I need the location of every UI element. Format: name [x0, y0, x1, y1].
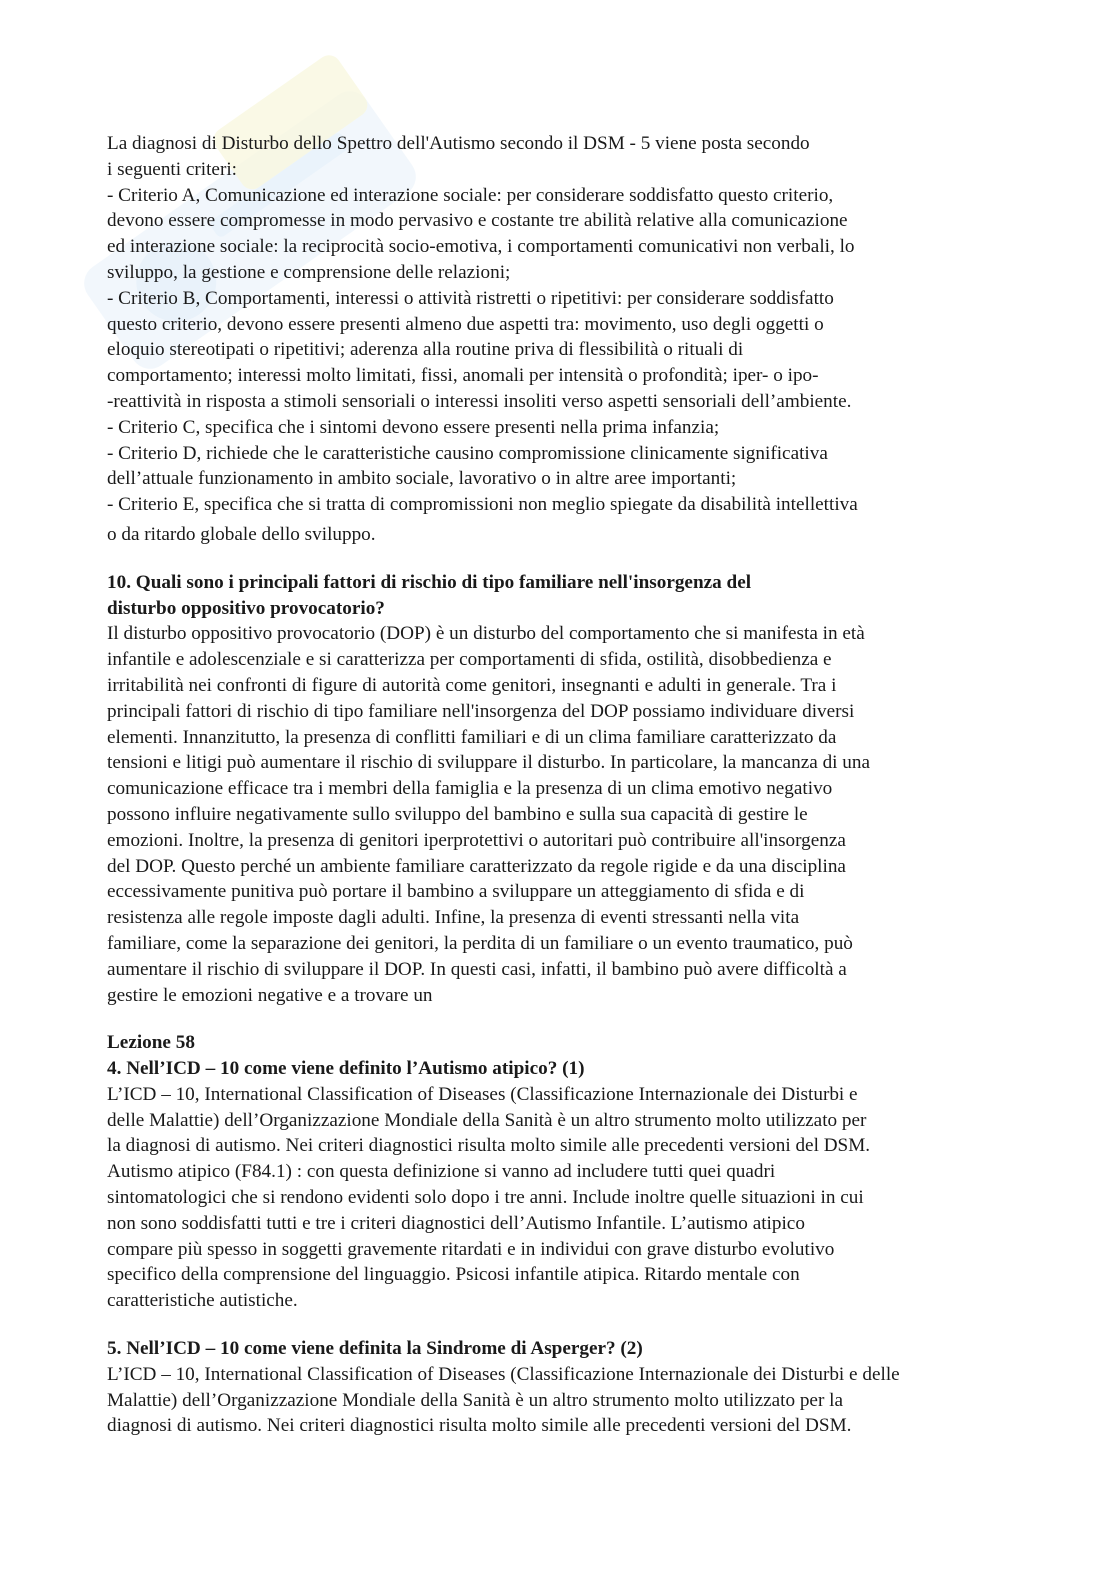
- question-4-line: Autismo atipico (F84.1) : con questa definizione si vanno ad includere tutti quei quadri: [107, 1161, 776, 1183]
- question-5-line: diagnosi di autismo. Nei criteri diagnostici risulta molto simile alle precedenti versioni del DSM.: [107, 1415, 852, 1437]
- question-10-line: familiare, come la separazione dei genitori, la perdita di un familiare o un evento traumatico, può: [107, 932, 853, 954]
- question-5-line: Malattie) dell’Organizzazione Mondiale della Sanità è un altro strumento molto utilizzato per la: [107, 1389, 843, 1411]
- question-10-line: gestire le emozioni negative e a trovare un: [107, 984, 433, 1006]
- intro-line: - Criterio A, Comunicazione ed interazione sociale: per considerare soddisfatto questo criterio,: [107, 184, 834, 206]
- intro-line: sviluppo, la gestione e comprensione delle relazioni;: [107, 261, 511, 283]
- document-page: [107, 131, 1007, 1439]
- question-10-line: comunicazione efficace tra i membri della famiglia e la presenza di un clima emotivo negativo: [107, 778, 833, 800]
- question-10-line: eccessivamente punitiva può portare il bambino a sviluppare un atteggiamento di sfida e di: [107, 881, 805, 903]
- question-10-line: tensioni e litigi può aumentare il rischio di sviluppare il disturbo. In particolare, la mancanza di una: [107, 752, 871, 774]
- intro-line: - Criterio E, specifica che si tratta di compromissioni non meglio spiegate da disabilità intellettiva: [107, 494, 858, 516]
- question-10-line: principali fattori di rischio di tipo familiare nell'insorgenza del DOP possiamo individuare diversi: [107, 700, 855, 722]
- question-10-line: infantile e adolescenziale e si caratterizza per comportamenti di sfida, ostilità, disobbedienza e: [107, 649, 832, 671]
- question-10-line: irritabilità nei confronti di figure di autorità come genitori, insegnanti e adulti in generale. Tra i: [107, 674, 837, 696]
- question-4-line: non sono soddisfatti tutti e tre i criteri diagnostici dell’Autismo Infantile. L’autismo atipico: [107, 1212, 805, 1234]
- question-10-title: disturbo oppositivo provocatorio?: [107, 597, 385, 619]
- intro-line: questo criterio, devono essere presenti almeno due aspetti tra: movimento, uso degli oggetti o: [107, 313, 824, 335]
- lesson-section: [107, 1030, 1007, 1439]
- intro-line: o da ritardo globale dello sviluppo.: [107, 523, 376, 545]
- question-4-title: 4. Nell’ICD – 10 come viene definito l’Autismo atipico? (1): [107, 1058, 585, 1080]
- question-10-line: Il disturbo oppositivo provocatorio (DOP) è un disturbo del comportamento che si manifesta in età: [107, 623, 865, 645]
- question-10-line: del DOP. Questo perché un ambiente familiare caratterizzato da regole rigide e da una disciplina: [107, 855, 846, 877]
- intro-line: comportamento; interessi molto limitati, fissi, anomali per intensità o profondità; iper- o ipo-: [107, 365, 819, 387]
- intro-line: - Criterio C, specifica che i sintomi devono essere presenti nella prima infanzia;: [107, 416, 720, 438]
- question-10-title: 10. Quali sono i principali fattori di rischio di tipo familiare nell'insorgenza del: [107, 571, 752, 593]
- lesson-heading: Lezione 58: [107, 1032, 195, 1054]
- intro-line: -reattività in risposta a stimoli sensoriali o interessi insoliti verso aspetti sensoriali dell’ambiente.: [107, 390, 852, 412]
- intro-line: i seguenti criteri:: [107, 158, 238, 180]
- question-10: [107, 570, 1007, 1009]
- question-4-line: caratteristiche autistiche.: [107, 1290, 298, 1312]
- intro-line: - Criterio B, Comportamenti, interessi o attività ristretti o ripetitivi: per considerare soddisfatto: [107, 287, 834, 309]
- intro-paragraph: [107, 131, 1007, 548]
- question-10-line: aumentare il rischio di sviluppare il DOP. In questi casi, infatti, il bambino può avere difficoltà a: [107, 958, 847, 980]
- question-4-line: compare più spesso in soggetti gravemente ritardati e in individui con grave disturbo evolutivo: [107, 1238, 835, 1260]
- question-10-line: possono influire negativamente sullo sviluppo del bambino e sulla sua capacità di gestire le: [107, 803, 808, 825]
- intro-line: La diagnosi di Disturbo dello Spettro dell'Autismo secondo il DSM - 5 viene posta secondo: [107, 133, 810, 154]
- question-10-line: resistenza alle regole imposte dagli adulti. Infine, la presenza di eventi stressanti nella vita: [107, 907, 800, 929]
- question-4-line: L’ICD – 10, International Classification of Diseases (Classificazione Internazionale dei Disturbi e: [107, 1083, 858, 1105]
- intro-line: dell’attuale funzionamento in ambito sociale, lavorativo o in altre aree importanti;: [107, 468, 737, 490]
- question-4-line: sintomatologici che si rendono evidenti solo dopo i tre anni. Include inoltre quelle situazioni in cui: [107, 1187, 864, 1209]
- intro-line: ed interazione sociale: la reciprocità socio-emotiva, i comportamenti comunicativi non verbali, lo: [107, 236, 855, 258]
- question-10-line: emozioni. Inoltre, la presenza di genitori iperprotettivi o autoritari può contribuire all'insorgenza: [107, 829, 846, 851]
- question-10-line: elementi. Innanzitutto, la presenza di conflitti familiari e di un clima familiare caratterizzato da: [107, 726, 837, 748]
- question-5-title: 5. Nell’ICD – 10 come viene definita la Sindrome di Asperger? (2): [107, 1338, 643, 1360]
- question-4-line: specifico della comprensione del linguaggio. Psicosi infantile atipica. Ritardo mentale con: [107, 1264, 800, 1286]
- question-4-line: la diagnosi di autismo. Nei criteri diagnostici risulta molto simile alle precedenti versioni del DSM.: [107, 1135, 871, 1157]
- question-5-line: L’ICD – 10, International Classification of Diseases (Classificazione Internazionale dei Disturbi e delle: [107, 1363, 900, 1385]
- question-4-line: delle Malattie) dell’Organizzazione Mondiale della Sanità è un altro strumento molto utilizzato per: [107, 1109, 867, 1131]
- intro-line: - Criterio D, richiede che le caratteristiche causino compromissione clinicamente significativa: [107, 442, 828, 464]
- intro-line: devono essere compromesse in modo pervasivo e costante tre abilità relative alla comunicazione: [107, 210, 848, 232]
- intro-line: eloquio stereotipati o ripetitivi; aderenza alla routine priva di flessibilità o rituali di: [107, 339, 744, 361]
